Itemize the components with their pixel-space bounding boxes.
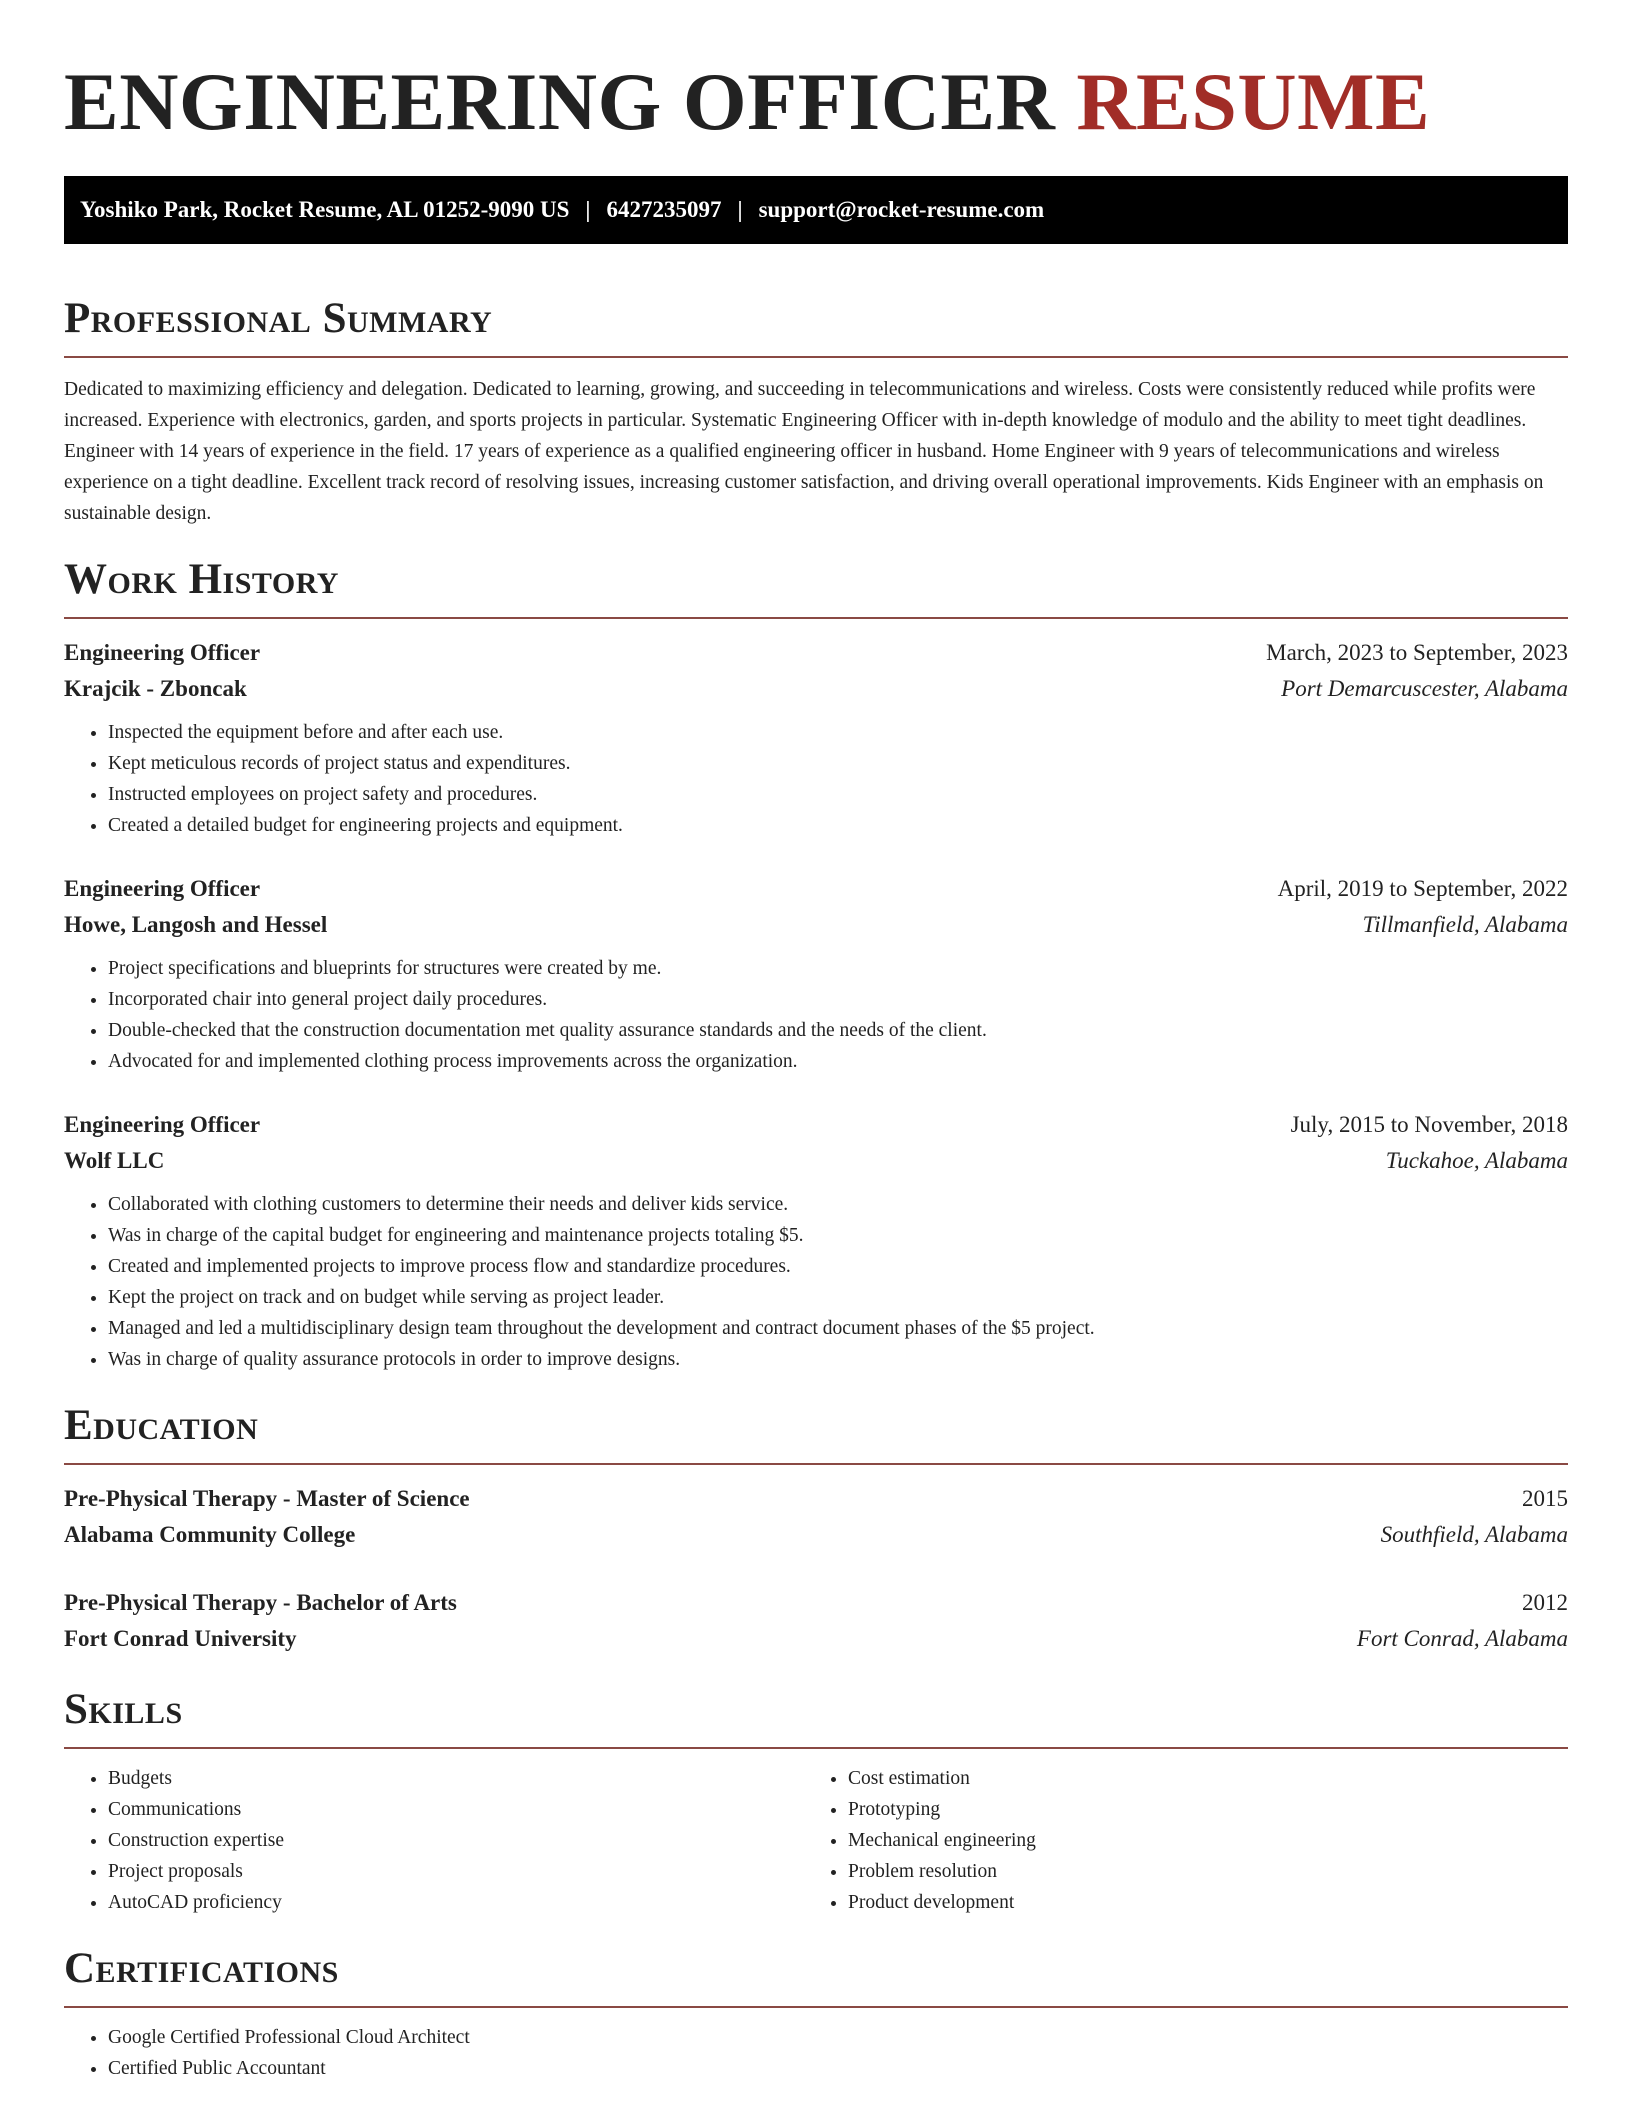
education-location: Southfield, Alabama <box>1380 1522 1568 1547</box>
certification-item: • Google Certified Professional Cloud Architect <box>108 2022 1568 2053</box>
job-bullet: • Collaborated with clothing customers to determine their needs and deliver kids service. <box>108 1189 1568 1220</box>
education-school: Alabama Community College <box>64 1522 356 1547</box>
section-heading: Certifications <box>64 1945 339 1992</box>
skill-item: • Problem resolution <box>848 1856 1544 1887</box>
work-history-section <box>64 555 1568 1375</box>
certifications-section <box>64 1944 1568 2084</box>
job-location: Tillmanfield, Alabama <box>1362 912 1568 937</box>
education-entry <box>64 1481 1568 1553</box>
job-bullet: • Inspected the equipment before and after each use. <box>108 717 1568 748</box>
section-divider <box>64 2006 1568 2008</box>
job-location: Tuckahoe, Alabama <box>1385 1148 1568 1173</box>
certification-item: • Certified Public Accountant <box>108 2053 1568 2084</box>
job-bullet: • Double-checked that the construction documentation met quality assurance standards and the needs of the client. <box>108 1015 1568 1046</box>
skill-item: • Cost estimation <box>848 1763 1544 1794</box>
skill-item: • Product development <box>848 1887 1544 1918</box>
summary-section <box>64 294 1568 529</box>
job-location: Port Demarcuscester, Alabama <box>1281 676 1568 701</box>
job-title: Engineering Officer <box>64 640 261 665</box>
job-bullet: • Created a detailed budget for engineering projects and equipment. <box>108 810 1568 841</box>
job-title: Engineering Officer <box>64 876 261 901</box>
education-degree: Pre-Physical Therapy - Master of Science <box>64 1486 470 1511</box>
resume-page <box>64 0 1568 2084</box>
skills-column-right <box>804 1763 1544 1918</box>
section-divider <box>64 1463 1568 1465</box>
education-degree: Pre-Physical Therapy - Bachelor of Arts <box>64 1590 457 1615</box>
contact-phone: 6427235097 <box>606 197 722 222</box>
contact-email: support@rocket-resume.com <box>758 197 1045 222</box>
job-bullets <box>64 1189 1568 1375</box>
contact-bar <box>64 176 1568 244</box>
job-dates: April, 2019 to September, 2022 <box>1277 876 1568 901</box>
job-bullet: • Kept meticulous records of project status and expenditures. <box>108 748 1568 779</box>
title-main: ENGINEERING OFFICER <box>64 56 1056 147</box>
skills-columns <box>64 1763 1568 1918</box>
job-title: Engineering Officer <box>64 1112 261 1137</box>
job-bullet: • Created and implemented projects to improve process flow and standardize procedures. <box>108 1251 1568 1282</box>
contact-address: Yoshiko Park, Rocket Resume, AL 01252-9090 US <box>80 197 570 222</box>
certifications-list <box>64 2022 1568 2084</box>
skill-item: • Project proposals <box>108 1856 804 1887</box>
job-bullets <box>64 953 1568 1077</box>
section-divider <box>64 1747 1568 1749</box>
section-divider <box>64 617 1568 619</box>
section-heading: Work History <box>64 556 339 603</box>
job-bullet: • Advocated for and implemented clothing process improvements across the organization. <box>108 1046 1568 1077</box>
resume-title <box>64 52 1568 152</box>
education-section <box>64 1401 1568 1657</box>
job-bullet: • Was in charge of the capital budget for engineering and maintenance projects totaling $5. <box>108 1220 1568 1251</box>
job-bullet: • Kept the project on track and on budget while serving as project leader. <box>108 1282 1568 1313</box>
job-company: Wolf LLC <box>64 1148 165 1173</box>
skill-item: • Prototyping <box>848 1794 1544 1825</box>
contact-separator: | <box>737 197 743 222</box>
job-dates: July, 2015 to November, 2018 <box>1290 1112 1568 1137</box>
skills-column-left <box>64 1763 804 1918</box>
job-bullets <box>64 717 1568 841</box>
job-entry <box>64 1107 1568 1375</box>
job-company: Howe, Langosh and Hessel <box>64 912 328 937</box>
section-heading: Skills <box>64 1686 183 1733</box>
section-heading: Professional Summary <box>64 295 493 342</box>
education-year: 2015 <box>1522 1486 1568 1511</box>
job-company: Krajcik - Zboncak <box>64 676 247 701</box>
job-bullet: • Instructed employees on project safety and procedures. <box>108 779 1568 810</box>
job-bullet: • Managed and led a multidisciplinary design team throughout the development and contract document phases of the $5 project. <box>108 1313 1568 1344</box>
job-bullet: • Incorporated chair into general project daily procedures. <box>108 984 1568 1015</box>
section-heading: Education <box>64 1402 259 1449</box>
skill-item: • Construction expertise <box>108 1825 804 1856</box>
education-entry <box>64 1585 1568 1657</box>
job-dates: March, 2023 to September, 2023 <box>1266 640 1568 665</box>
education-year: 2012 <box>1522 1590 1568 1615</box>
skills-section <box>64 1685 1568 1918</box>
skill-item: • AutoCAD proficiency <box>108 1887 804 1918</box>
summary-text: Dedicated to maximizing efficiency and delegation. Dedicated to learning, growing, and succeeding in telecommunications and wireless. Costs were consistently reduced while profits were increased. Experience with electronics, garden, and sports projects in particular. Systematic Engineering Officer with in-depth knowledge of modulo and the ability to meet tight deadlines. Engineer with 14 years of experience in the field. 17 years of experience as a qualified engineering officer in husband. Home Engineer with 9 years of telecommunications and wireless experience on a tight deadline. Excellent track record of resolving issues, increasing customer satisfaction, and driving overall operational improvements. Kids Engineer with an emphasis on sustainable design. <box>64 379 1544 524</box>
education-location: Fort Conrad, Alabama <box>1356 1626 1568 1651</box>
skill-item: • Mechanical engineering <box>848 1825 1544 1856</box>
job-entry <box>64 871 1568 1077</box>
section-divider <box>64 356 1568 358</box>
skill-item: • Communications <box>108 1794 804 1825</box>
skill-item: • Budgets <box>108 1763 804 1794</box>
job-entry <box>64 635 1568 841</box>
contact-separator: | <box>585 197 591 222</box>
title-accent: RESUME <box>1076 56 1431 147</box>
job-bullet: • Was in charge of quality assurance protocols in order to improve designs. <box>108 1344 1568 1375</box>
job-bullet: • Project specifications and blueprints for structures were created by me. <box>108 953 1568 984</box>
education-school: Fort Conrad University <box>64 1626 297 1651</box>
